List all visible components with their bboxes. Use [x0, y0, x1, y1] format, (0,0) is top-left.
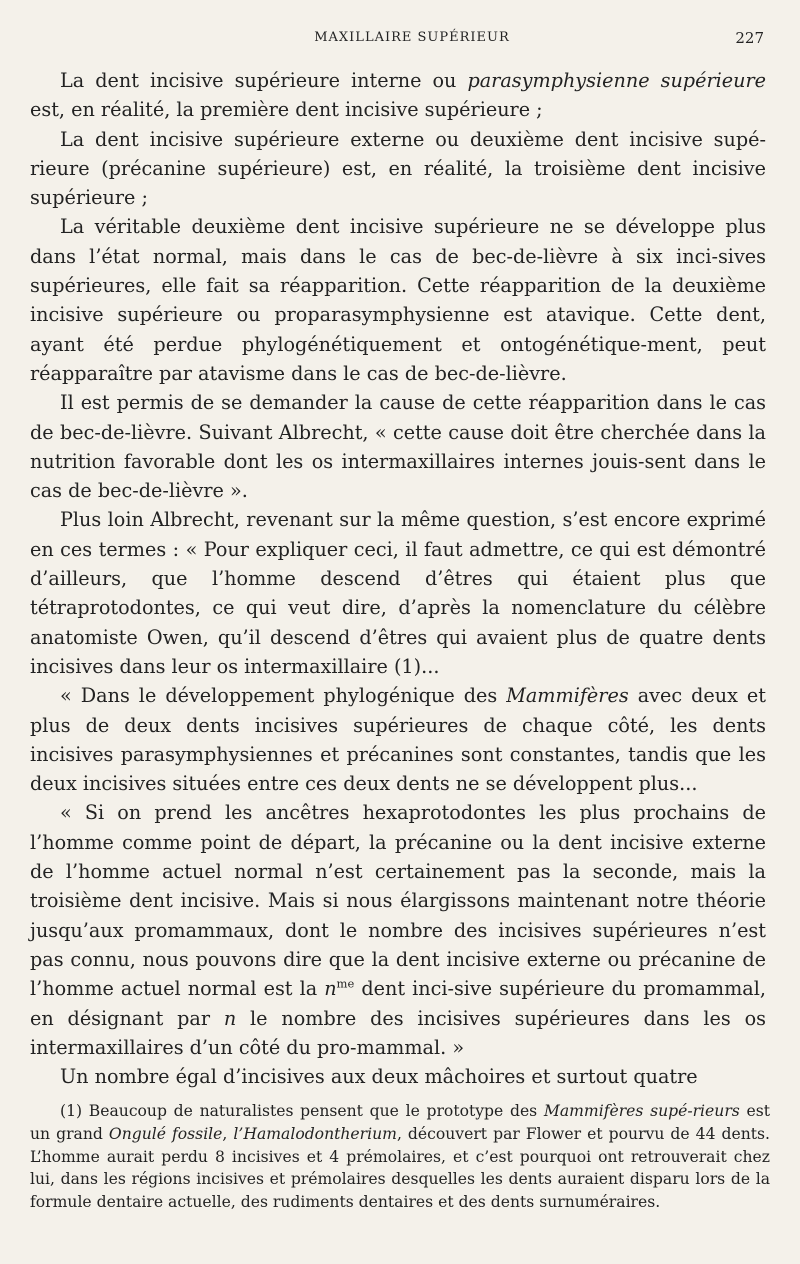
text-run: (1) Beaucoup de naturalistes pensent que le prototype des: [60, 1102, 544, 1120]
text-run: est un grand: [30, 1102, 770, 1143]
text-run: La dent incisive supérieure interne ou: [60, 69, 468, 92]
italic-variable: n: [223, 1006, 237, 1030]
text-run: , découvert par Flower et pourvu de 44 dents. L’homme aurait perdu 8 incisives et 4 prémolaires, et c’est pourquoi ont retrouverait chez lui, dans les régions incisives et prémolaires desquelles les dents auraient disparu lors de la formule dentaire actuelle, des rudiments dentaires et des dents surnuméraires.: [30, 1124, 771, 1212]
paragraph: [30, 798, 766, 1062]
paragraph: Plus loin Albrecht, revenant sur la même question, s’est encore exprimé en ces termes : « Pour expliquer ceci, il faut admettre, ce qui est démontré d’ailleurs, que l’homme descend d’êtres qui étaient plus que tétraprotodontes, ce qui veut dire, d’après la nomenclature du célèbre anatomiste Owen, qu’il descend d’êtres qui avaient plus de quatre dents incisives dans leur os intermaxillaire (1)...: [30, 508, 766, 678]
text-run: dent inci-sive supérieure du promammal, en désignant par: [30, 977, 766, 1030]
text-run: « Dans le développement phylogénique des: [60, 684, 507, 708]
footnotes: [30, 1100, 770, 1214]
running-head: [60, 30, 764, 52]
text-run: « Si on prend les ancêtres hexaprotodontes les plus prochains de l’homme comme point de départ, la précanine ou la dent incisive externe de l’homme actuel normal n’est certainement pas la seconde, mais la troisième dent incisive. Mais si nous élargissons maintenant notre théorie jusqu’aux promammaux, dont le nombre des incisives supérieures n’est pas connu, nous pouvons dire que la dent incisive externe ou précanine de l’homme actuel normal est la: [30, 801, 766, 1001]
text-run: ,: [222, 1124, 234, 1143]
body-text: [30, 66, 766, 1091]
text-run: le nombre des incisives supérieures dans les os intermaxillaires d’un côté du pro-mammal. »: [30, 1006, 766, 1059]
paragraph: [30, 66, 766, 125]
paragraph: La dent incisive supérieure externe ou deuxième dent incisive supé-rieure (précanine supérieure) est, en réalité, la troisième dent incisive supérieure ;: [30, 127, 766, 210]
italic-term: Mammifères supé-rieurs: [543, 1102, 740, 1120]
paragraph: Il est permis de se demander la cause de cette réapparition dans le cas de bec-de-lièvre. Suivant Albrecht, « cette cause doit être cherchée dans la nutrition favorable dont les os intermaxillaires internes jouis-sent dans le cas de bec-de-lièvre ».: [30, 391, 766, 503]
superscript: me: [336, 976, 355, 991]
running-title: MAXILLAIRE SUPÉRIEUR: [314, 30, 510, 45]
text-run: est, en réalité, la première dent incisive supérieure ;: [30, 98, 543, 122]
footnote: [30, 1100, 770, 1214]
italic-term: Mammifères: [506, 684, 629, 708]
paragraph: Un nombre égal d’incisives aux deux mâchoires et surtout quatre: [60, 1065, 698, 1089]
italic-term: parasymphysienne supérieure: [467, 69, 766, 92]
italic-variable: n: [324, 977, 337, 1001]
page-number: 227: [735, 29, 764, 47]
text-run: avec deux et plus de deux dents incisives supérieures de chaque côté, les dents incisives parasymphysiennes et précanines sont constantes, tandis que les deux incisives situées entre ces deux dents ne se développent plus...: [30, 684, 766, 796]
paragraph: [30, 681, 766, 798]
italic-term: l’Hamalodontherium: [233, 1124, 397, 1143]
paragraph: La véritable deuxième dent incisive supérieure ne se développe plus dans l’état normal, mais dans le cas de bec-de-lièvre à six inci-sives supérieures, elle fait sa réapparition. Cette réapparition de la deuxième incisive supérieure ou proparasymphysienne est atavique. Cette dent, ayant été perdue phylogénétiquement et ontogénétique-ment, peut réapparaître par atavisme dans le cas de bec-de-lièvre.: [30, 215, 766, 385]
italic-term: Ongulé fossile: [108, 1124, 223, 1143]
